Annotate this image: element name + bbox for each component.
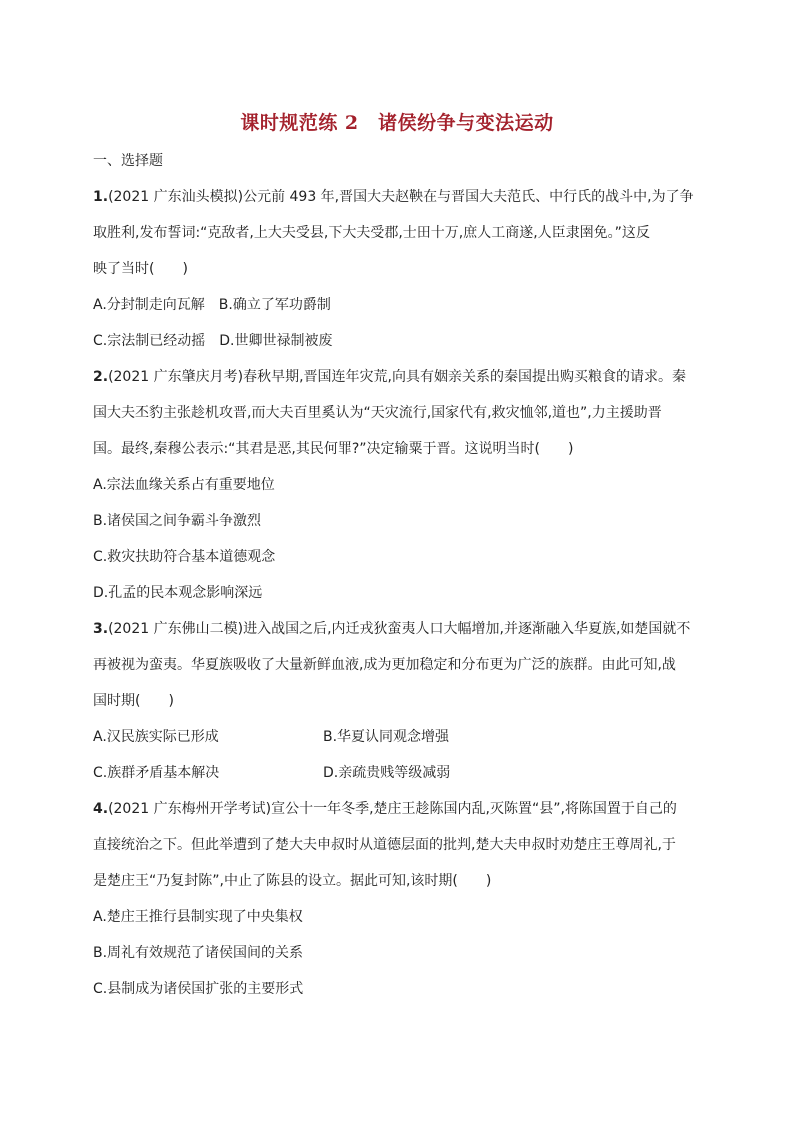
answer-option: A.汉民族实际已形成 bbox=[93, 729, 219, 745]
question-number: 4. bbox=[93, 801, 109, 817]
question-text: 取胜利,发布誓词:“克敌者,上大夫受县,下大夫受郡,士田十万,庶人工商遂,人臣隶圉免。”这反 bbox=[93, 225, 650, 241]
question-text: 直接统治之下。但此举遭到了楚大夫申叔时从道德层面的批判,楚大夫申叔时劝楚庄王尊周礼,于 bbox=[93, 837, 676, 853]
answer-option: B.华夏认同观念增强 bbox=[323, 729, 450, 745]
answer-option: C.宗法制已经动摇 D.世卿世禄制被废 bbox=[93, 333, 333, 349]
question-line bbox=[93, 367, 713, 387]
section-heading: 一、选择题 bbox=[93, 153, 163, 169]
answer-option: A.宗法血缘关系占有重要地位 bbox=[93, 477, 275, 493]
answer-option: A.楚庄王推行县制实现了中央集权 bbox=[93, 909, 303, 925]
answer-option-row bbox=[93, 763, 713, 783]
question-line bbox=[93, 799, 713, 819]
answer-option: C.县制成为诸侯国扩张的主要形式 bbox=[93, 981, 304, 997]
answer-option: B.诸侯国之间争霸斗争激烈 bbox=[93, 513, 262, 529]
question-text: (2021 广东肇庆月考)春秋早期,晋国连年灾荒,向具有姻亲关系的秦国提出购买粮食的请求。秦 bbox=[108, 369, 686, 385]
question-text: (2021 广东佛山二模)进入战国之后,内迁戎狄蛮夷人口大幅增加,并逐渐融入华夏族,如楚国就不 bbox=[108, 621, 691, 637]
question-text: 国。最终,秦穆公表示:“其君是恶,其民何罪?”决定输粟于晋。这说明当时( ) bbox=[93, 441, 574, 457]
answer-option: D.亲疏贵贱等级减弱 bbox=[323, 765, 451, 781]
page-title bbox=[0, 108, 794, 135]
answer-option: C.救灾扶助符合基本道德观念 bbox=[93, 549, 276, 565]
title-part-2: 诸侯纷争与变法运动 bbox=[378, 112, 554, 134]
question-line bbox=[93, 619, 713, 639]
question-number: 1. bbox=[93, 189, 109, 205]
answer-option-row bbox=[93, 727, 713, 747]
question-number: 3. bbox=[93, 621, 109, 637]
question-text: 再被视为蛮夷。华夏族吸收了大量新鲜血液,成为更加稳定和分布更为广泛的族群。由此可知,战 bbox=[93, 657, 676, 673]
question-text: 国时期( ) bbox=[93, 693, 174, 709]
answer-option: D.孔孟的民本观念影响深远 bbox=[93, 585, 263, 601]
question-text: (2021 广东汕头模拟)公元前 493 年,晋国大夫赵鞅在与晋国大夫范氏、中行氏的战斗中,为了争 bbox=[108, 189, 694, 205]
answer-option: C.族群矛盾基本解决 bbox=[93, 765, 220, 781]
title-part-1: 课时规范练 2 bbox=[240, 112, 359, 134]
question-text: (2021 广东梅州开学考试)宣公十一年冬季,楚庄王趁陈国内乱,灭陈置“县”,将陈国置于自己的 bbox=[108, 801, 677, 817]
question-text: 是楚庄王“乃复封陈”,中止了陈县的设立。据此可知,该时期( ) bbox=[93, 873, 492, 889]
question-number: 2. bbox=[93, 369, 109, 385]
answer-option: A.分封制走向瓦解 B.确立了军功爵制 bbox=[93, 297, 331, 313]
answer-option: B.周礼有效规范了诸侯国间的关系 bbox=[93, 945, 304, 961]
question-line bbox=[93, 187, 713, 207]
question-text: 映了当时( ) bbox=[93, 261, 188, 277]
question-text: 国大夫丕豹主张趁机攻晋,而大夫百里奚认为“天灾流行,国家代有,救灾恤邻,道也”,力主援助晋 bbox=[93, 405, 662, 421]
